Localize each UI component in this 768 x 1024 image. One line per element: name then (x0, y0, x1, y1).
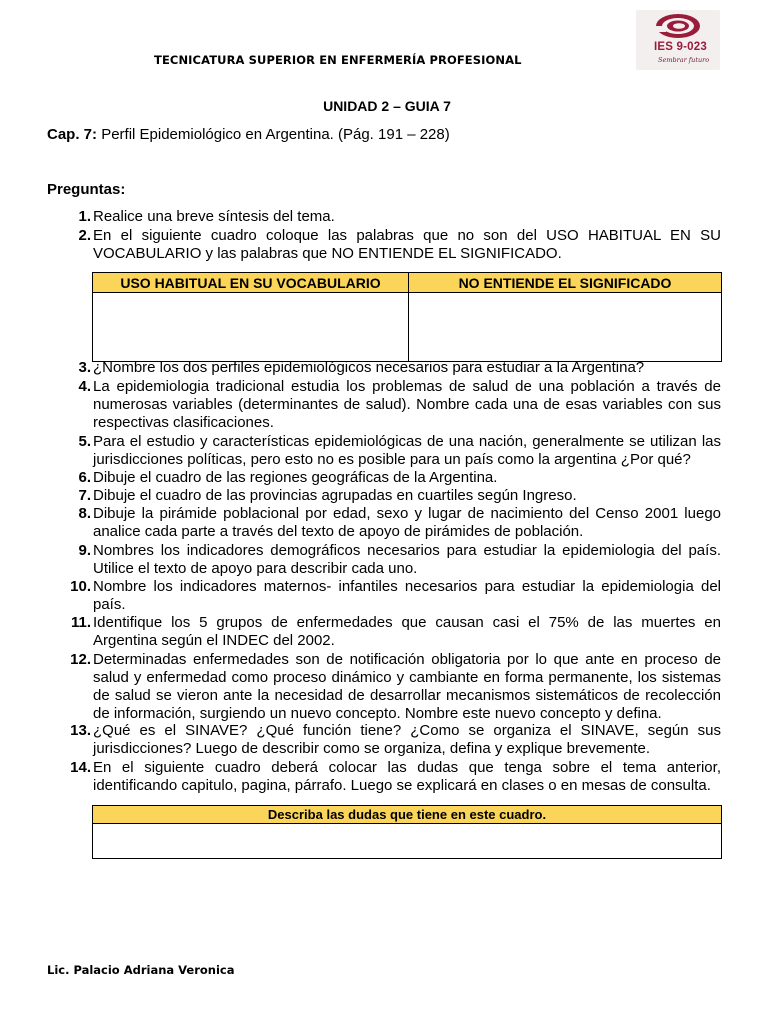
question-text: Determinadas enfermedades son de notificación obligatoria por lo que ante en proceso de salud y enfermedad como proceso dinámico y cambiante en forma permanente, los sistemas de salud se vieron ante la necesidad de desarrollar mecanismos sistemáticos de recolección de información, surgiendo un nuevo concepto. Nombre este nuevo concepto y defina. (93, 651, 721, 722)
question-item (47, 433, 721, 469)
unit-title: UNIDAD 2 – GUIA 7 (323, 98, 451, 114)
question-text: La epidemiologia tradicional estudia los problemas de salud de una población a través de numerosas variables (determinantes de salud). Nombre cada una de esas variables con sus respectivas clasificaciones. (93, 378, 721, 431)
vocab-header-significado: NO ENTIENDE EL SIGNIFICADO (409, 273, 721, 293)
vocab-column-habitual (93, 273, 409, 361)
logo-text: IES 9-023 (654, 41, 707, 53)
question-item (47, 487, 721, 505)
question-item (47, 378, 721, 432)
question-number: 5. (78, 433, 91, 450)
question-number: 6. (78, 469, 91, 486)
institution-logo (636, 10, 720, 70)
vocab-column-significado (409, 273, 721, 361)
question-item (47, 614, 721, 650)
question-number: 7. (78, 487, 91, 504)
vocab-table (92, 272, 722, 362)
question-number: 14. (70, 759, 91, 776)
chapter-text: Perfil Epidemiológico en Argentina. (Pág. 191 – 228) (101, 126, 450, 143)
question-item (47, 469, 721, 487)
question-text: ¿Qué es el SINAVE? ¿Qué función tiene? ¿Como se organiza el SINAVE, según sus jurisdicciones? Luego de describir como se organiza, defina y explique brevemente. (93, 722, 721, 757)
question-text: Nombre los indicadores maternos- infantiles necesarios para estudiar la epidemiologia del país. (93, 578, 721, 613)
logo-script: Sembrar futuro (658, 56, 710, 64)
question-text: En el siguiente cuadro deberá colocar las dudas que tenga sobre el tema anterior, identificando capitulo, pagina, párrafo. Luego se explicará en clases o en mesas de consulta. (93, 759, 721, 794)
vocab-cell-habitual[interactable] (93, 293, 408, 361)
question-item (47, 542, 721, 578)
question-number: 2. (78, 227, 91, 244)
question-number: 12. (70, 651, 91, 668)
question-item (47, 651, 721, 723)
doubts-table (92, 805, 722, 859)
chapter-line (47, 126, 450, 143)
question-number: 10. (70, 578, 91, 595)
question-number: 1. (78, 208, 91, 225)
question-number: 9. (78, 542, 91, 559)
question-text: Para el estudio y características epidemiológicas de una nación, generalmente se utilizan las jurisdicciones políticas, pero esto no es posible para un país como la argentina ¿Por qué? (93, 433, 721, 468)
question-item (47, 208, 721, 226)
section-label: Preguntas: (47, 181, 126, 198)
question-number: 11. (70, 614, 91, 631)
question-text: Realice una breve síntesis del tema. (93, 208, 335, 225)
question-text: En el siguiente cuadro coloque las palabras que no son del USO HABITUAL EN SU VOCABULARIO y las palabras que NO ENTIENDE EL SIGNIFICADO. (93, 227, 721, 262)
footer-author: Lic. Palacio Adriana Veronica (47, 963, 235, 977)
question-item (47, 359, 721, 377)
question-text: Identifique los 5 grupos de enfermedades que causan casi el 75% de las muertes en Argentina según el INDEC del 2002. (93, 614, 721, 649)
question-item (47, 578, 721, 614)
question-item (47, 759, 721, 795)
question-item (47, 722, 721, 758)
question-number: 13. (70, 722, 91, 739)
vocab-header-habitual: USO HABITUAL EN SU VOCABULARIO (93, 273, 408, 293)
question-text: ¿Nombre los dos perfiles epidemiológicos necesarios para estudiar a la Argentina? (93, 359, 645, 376)
doubts-cell[interactable] (93, 824, 721, 858)
question-number: 8. (78, 505, 91, 522)
question-number: 3. (78, 359, 91, 376)
question-item (47, 505, 721, 541)
question-text: Dibuje la pirámide poblacional por edad, sexo y lugar de nacimiento del Censo 2001 luego analice cada parte a través del texto de apoyo de pirámides de población. (93, 505, 721, 540)
question-text: Dibuje el cuadro de las provincias agrupadas en cuartiles según Ingreso. (93, 487, 577, 504)
institution-title: TECNICATURA SUPERIOR EN ENFERMERÍA PROFESIONAL (154, 53, 522, 67)
vocab-cell-significado[interactable] (409, 293, 721, 361)
doubts-header: Describa las dudas que tiene en este cuadro. (93, 806, 721, 824)
question-item (47, 227, 721, 263)
question-text: Nombres los indicadores demográficos necesarios para estudiar la epidemiologia del país. Utilice el texto de apoyo para describir cada uno. (93, 542, 721, 577)
question-text: Dibuje el cuadro de las regiones geográficas de la Argentina. (93, 469, 498, 486)
chapter-label: Cap. 7: (47, 126, 98, 143)
question-number: 4. (78, 378, 91, 395)
